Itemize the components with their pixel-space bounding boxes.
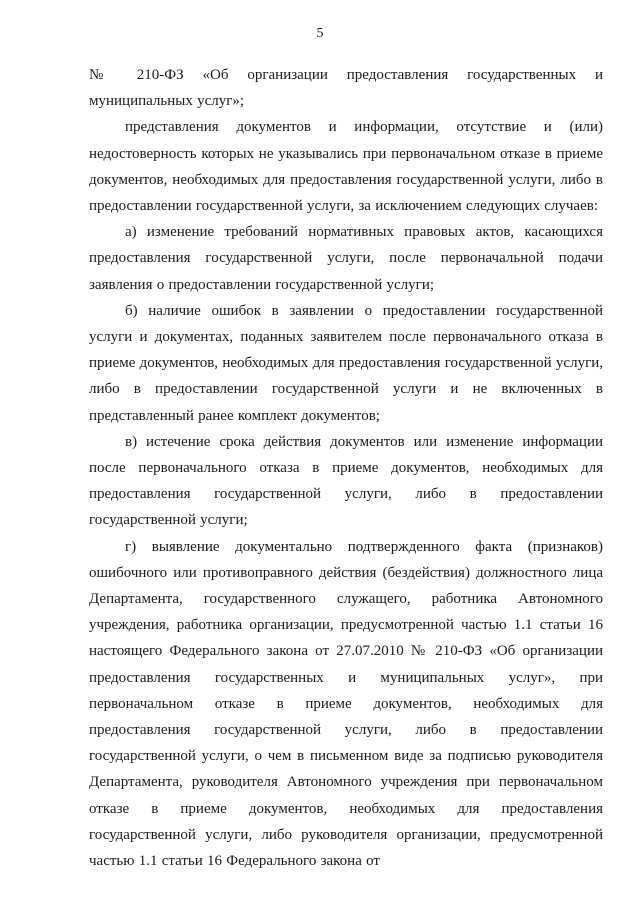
paragraph-documents-info: представления документов и информации, отсутствие и (или) недостоверность которых не указывались при первоначальном отказе в приеме документов, необходимых для предоставления государственной услуги, либо в предоставлении государственной услуги, за исключением следующих случаев: bbox=[89, 119, 603, 215]
document-body bbox=[89, 62, 603, 874]
paragraph-case-g: г) выявление документально подтвержденного факта (признаков) ошибочного или противоправного действия (бездействия) должностного лица Департамента, государственного служащего, работника Автономного учреждения, работника организации, предусмотренной частью 1.1 статьи 16 настоящего Федерального закона от 27.07.2010 № 210-ФЗ «Об организации предоставления государственных и муниципальных услуг», при первоначальном отказе в приеме документов, необходимых для предоставления государственной услуги, либо в предоставлении государственной услуги, о чем в письменном виде за подписью руководителя Департамента, руководителя Автономного учреждения при первоначальном отказе в приеме документов, необходимых для предоставления государственной услуги, либо руководителя организации, предусмотренной частью 1.1 статьи 16 Федерального закона от bbox=[89, 538, 603, 870]
paragraph-case-v: в) истечение срока действия документов или изменение информации после первоначального отказа в приеме документов, необходимых для предоставления государственной услуги, либо в предоставлении государственной услуги; bbox=[89, 433, 603, 529]
paragraph-continuation: № 210-ФЗ «Об организации предоставления государственных и муниципальных услуг»; bbox=[89, 67, 603, 110]
paragraph-case-a: а) изменение требований нормативных правовых актов, касающихся предоставления государственной услуги, после первоначальной подачи заявления о предоставлении государственной услуги; bbox=[89, 224, 603, 293]
page-number: 5 bbox=[316, 26, 324, 41]
paragraph-case-b: б) наличие ошибок в заявлении о предоставлении государственной услуги и документах, поданных заявителем после первоначального отказа в приеме документов, необходимых для предоставления государственной услуги, либо в предоставлении государственной услуги и не включенных в представленный ранее комплект документов; bbox=[89, 302, 603, 424]
